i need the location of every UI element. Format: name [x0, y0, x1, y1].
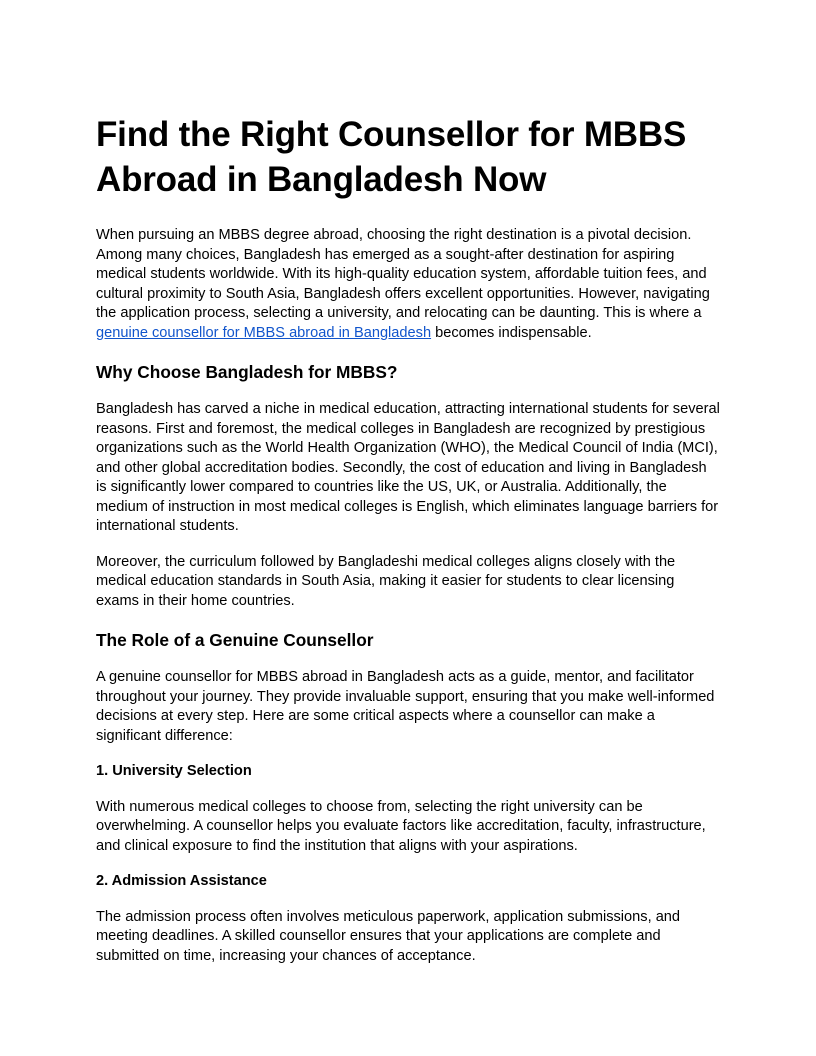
intro-text-after-link: becomes indispensable. — [431, 324, 592, 341]
intro-text-before-link: When pursuing an MBBS degree abroad, choosing the right destination is a pivotal decision. Among many choices, Bangladesh has emerged as a sought-after destination for aspiring medical students worldwide. With its high-quality education system, affordable tuition fees, and cultural proximity to South Asia, Bangladesh offers excellent opportunities. However, navigating the application process, selecting a university, and relocating can be daunting. This is where a — [96, 227, 710, 321]
counsellor-link[interactable]: genuine counsellor for MBBS abroad in Bangladesh — [96, 324, 432, 341]
page-title: Find the Right Counsellor for MBBS Abroad in Bangladesh Now — [96, 115, 687, 199]
why-bangladesh-paragraph-1: Bangladesh has carved a niche in medical education, attracting international students for several reasons. First and foremost, the medical colleges in Bangladesh are recognized by prestigious organizations such as the World Health Organization (WHO), the Medical Council of India (MCI), and other global accreditation bodies. Secondly, the cost of education and living in Bangladesh is significantly lower compared to countries like the US, UK, or Australia. Additionally, the medium of instruction in most medical colleges is English, which eliminates language barriers for international students. — [96, 401, 720, 534]
document-body — [96, 112, 720, 966]
university-selection-paragraph: With numerous medical colleges to choose from, selecting the right university can be overwhelming. A counsellor helps you evaluate factors like accreditation, faculty, infrastructure, and clinical exposure to find the institution that aligns with your aspirations. — [96, 798, 706, 854]
counsellor-role-heading: The Role of a Genuine Counsellor — [96, 630, 374, 650]
why-bangladesh-paragraph-2: Moreover, the curriculum followed by Bangladeshi medical colleges aligns closely with the medical education standards in South Asia, making it easier for students to clear licensing exams in their home countries. — [96, 553, 676, 609]
admission-assistance-heading: 2. Admission Assistance — [96, 873, 267, 889]
university-selection-heading: 1. University Selection — [96, 763, 252, 779]
why-bangladesh-heading: Why Choose Bangladesh for MBBS? — [96, 362, 398, 382]
counsellor-role-paragraph: A genuine counsellor for MBBS abroad in Bangladesh acts as a guide, mentor, and facilitator throughout your journey. They provide invaluable support, ensuring that you make well-informed decisions at every step. Here are some critical aspects where a counsellor can make a significant difference: — [96, 669, 715, 744]
intro-paragraph — [96, 226, 720, 343]
admission-assistance-paragraph: The admission process often involves meticulous paperwork, application submissions, and meeting deadlines. A skilled counsellor ensures that your applications are complete and submitted on time, increasing your chances of acceptance. — [96, 908, 681, 964]
